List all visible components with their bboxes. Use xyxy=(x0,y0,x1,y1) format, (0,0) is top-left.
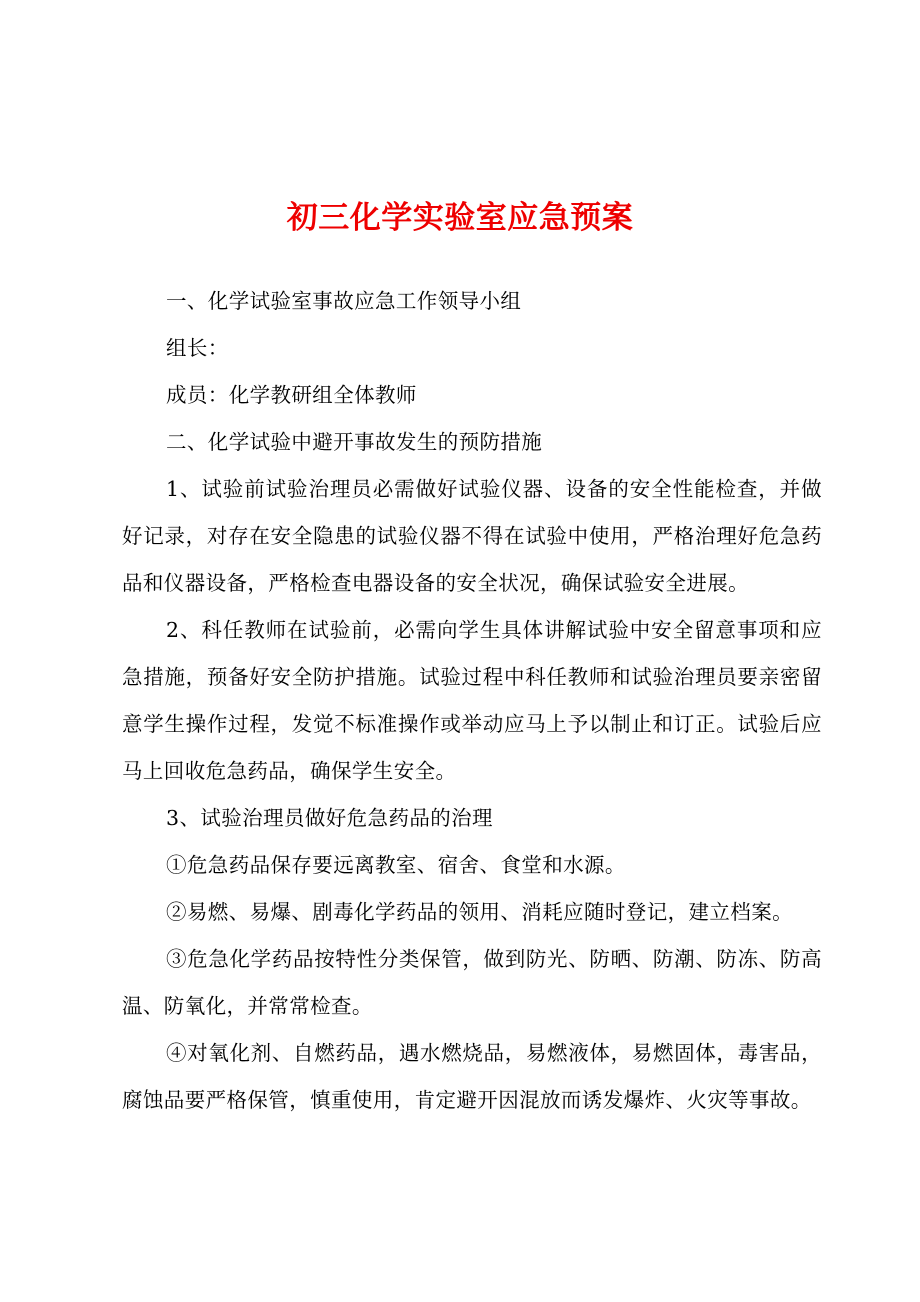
paragraph-subitem-3: ③危急化学药品按特性分类保管，做到防光、防晒、防潮、防冻、防高温、防氧化，并常常检查。 xyxy=(122,947,822,1018)
document-body xyxy=(122,278,822,1124)
paragraph-item-1: 1、试验前试验治理员必需做好试验仪器、设备的安全性能检查，并做好记录，对存在安全隐患的试验仪器不得在试验中使用，严格治理好危急药品和仪器设备，严格检查电器设备的安全状况，确保试验安全进展。 xyxy=(122,477,822,595)
paragraph-item-3: 3、试验治理员做好危急药品的治理 xyxy=(166,806,493,830)
paragraph-subitem-4: ④对氧化剂、自燃药品，遇水燃烧品，易燃液体，易燃固体，毒害品，腐蚀品要严格保管，慎重使用，肯定避开因混放而诱发爆炸、火灾等事故。 xyxy=(122,1041,822,1112)
paragraph-members: 成员：化学教研组全体教师 xyxy=(166,383,417,407)
paragraph-subitem-2: ②易燃、易爆、剧毒化学药品的领用、消耗应随时登记，建立档案。 xyxy=(166,900,793,924)
section-heading-prevention: 二、化学试验中避开事故发生的预防措施 xyxy=(166,430,543,454)
paragraph-leader: 组长： xyxy=(166,336,229,360)
document-title: 初三化学实验室应急预案 xyxy=(286,200,634,236)
section-heading-leadership: 一、化学试验室事故应急工作领导小组 xyxy=(166,289,522,313)
paragraph-item-2: 2、科任教师在试验前，必需向学生具体讲解试验中安全留意事项和应急措施，预备好安全防护措施。试验过程中科任教师和试验治理员要亲密留意学生操作过程，发觉不标准操作或举动应马上予以制止和订正。试验后应马上回收危急药品，确保学生安全。 xyxy=(122,618,822,783)
paragraph-subitem-1: ①危急药品保存要远离教室、宿舍、食堂和水源。 xyxy=(166,853,626,877)
